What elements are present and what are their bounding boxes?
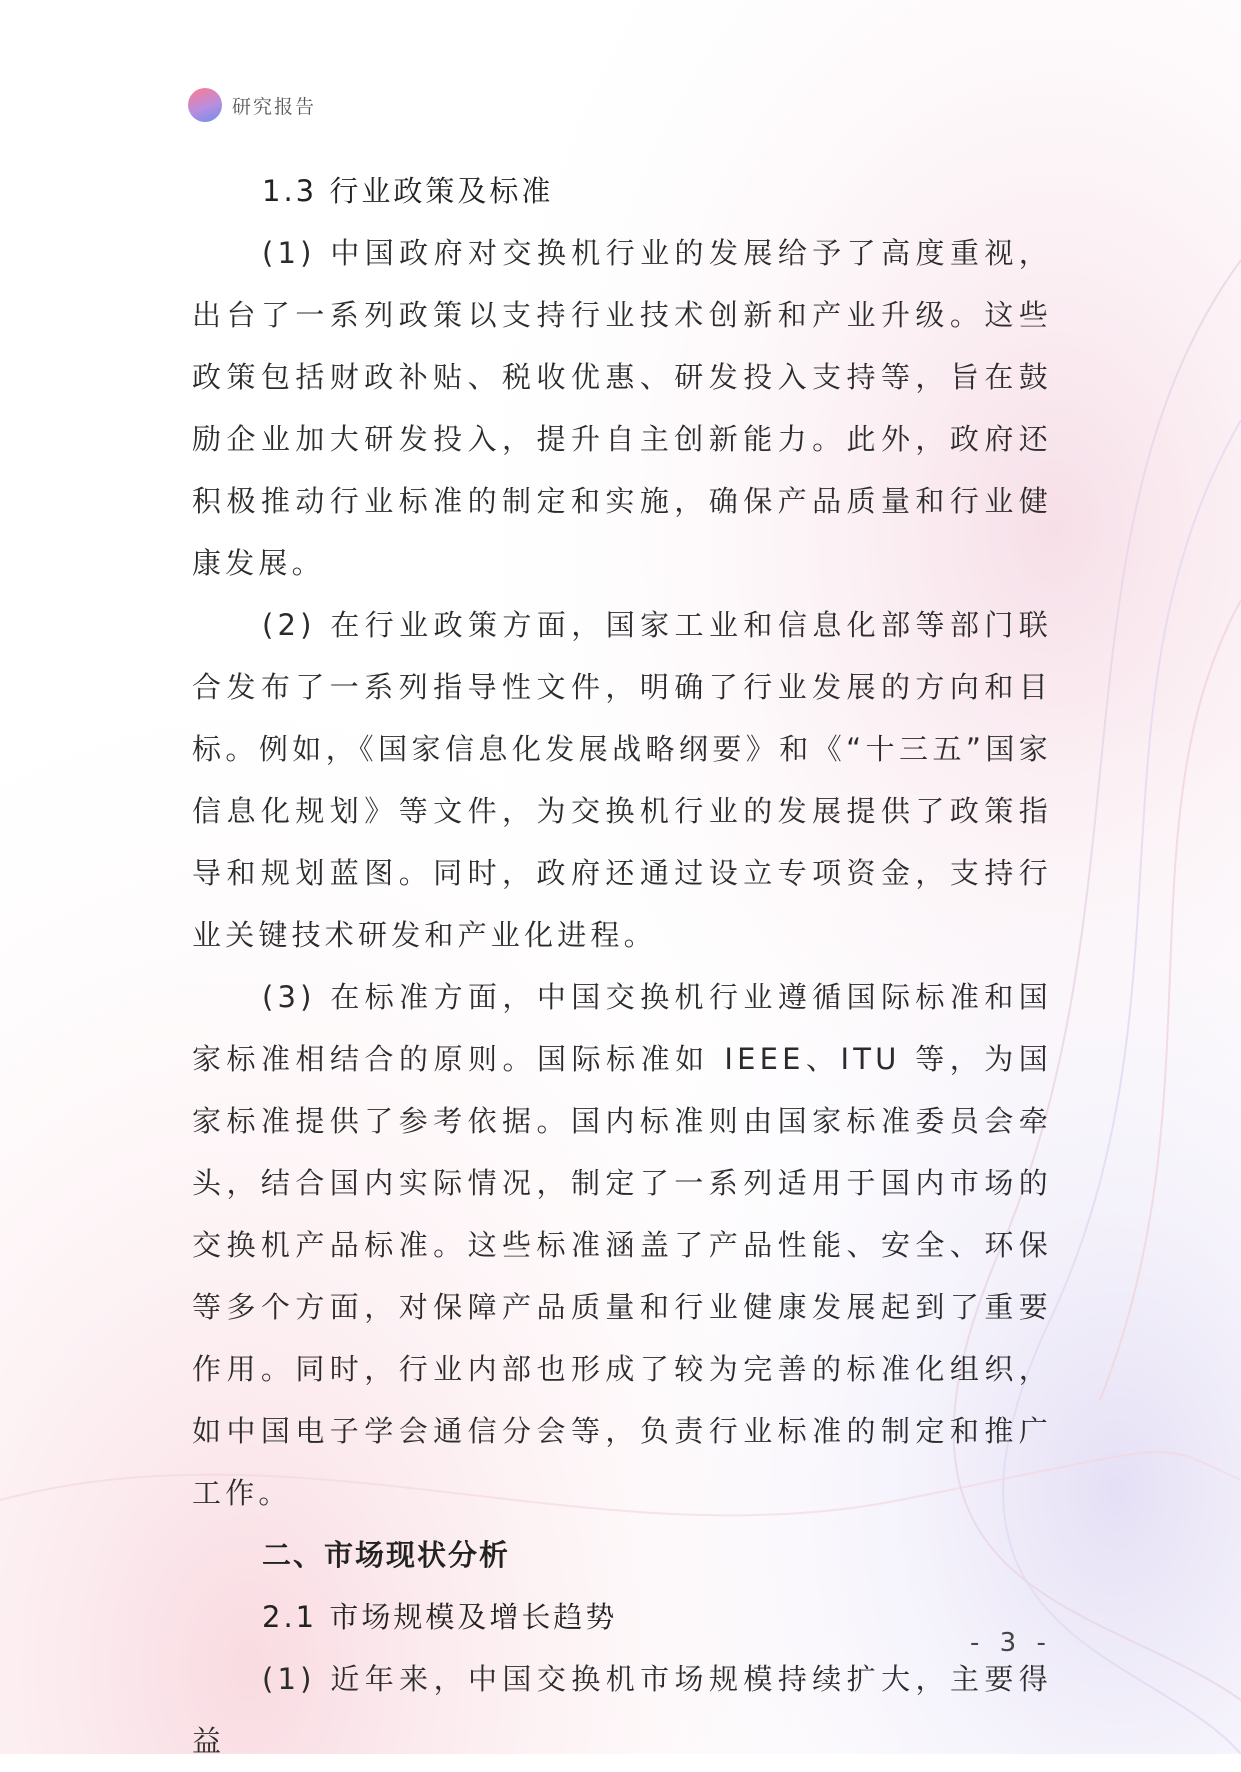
chapter-heading-2: 二、市场现状分析 (262, 1538, 511, 1572)
paragraph-1: (1) 中国政府对交换机行业的发展给予了高度重视，出台了一系列政策以支持行业技术创新和产业升级。这些政策包括财政补贴、税收优惠、研发投入支持等，旨在鼓励企业加大研发投入，提升自主创新能力。此外，政府还积极推动行业标准的制定和实施，确保产品质量和行业健康发展。 (192, 236, 1052, 580)
section-heading-2-1: 2.1 市场规模及增长趋势 (262, 1600, 618, 1634)
logo-circle-icon (188, 88, 222, 122)
document-body (192, 160, 1052, 1772)
report-header (188, 88, 316, 122)
paragraph-3: (3) 在标准方面，中国交换机行业遵循国际标准和国家标准相结合的原则。国际标准如 IEEE、ITU 等，为国家标准提供了参考依据。国内标准则由国家标准委员会牵头，结合国内实际情况，制定了一系列适用于国内市场的交换机产品标准。这些标准涵盖了产品性能、安全、环保等多个方面，对保障产品质量和行业健康发展起到了重要作用。同时，行业内部也形成了较为完善的标准化组织，如中国电子学会通信分会等，负责行业标准的制定和推广工作。 (192, 980, 1052, 1510)
paragraph-2: (2) 在行业政策方面，国家工业和信息化部等部门联合发布了一系列指导性文件，明确了行业发展的方向和目标。例如，《国家信息化发展战略纲要》和《“十三五”国家信息化规划》等文件，为交换机行业的发展提供了政策指导和规划蓝图。同时，政府还通过设立专项资金，支持行业关键技术研发和产业化进程。 (192, 608, 1052, 952)
page-number: - 3 - (970, 1628, 1052, 1658)
header-title: 研究报告 (232, 95, 317, 118)
section-heading-1-3: 1.3 行业政策及标准 (262, 174, 554, 208)
paragraph-4: (1) 近年来，中国交换机市场规模持续扩大，主要得益 (192, 1662, 1052, 1758)
